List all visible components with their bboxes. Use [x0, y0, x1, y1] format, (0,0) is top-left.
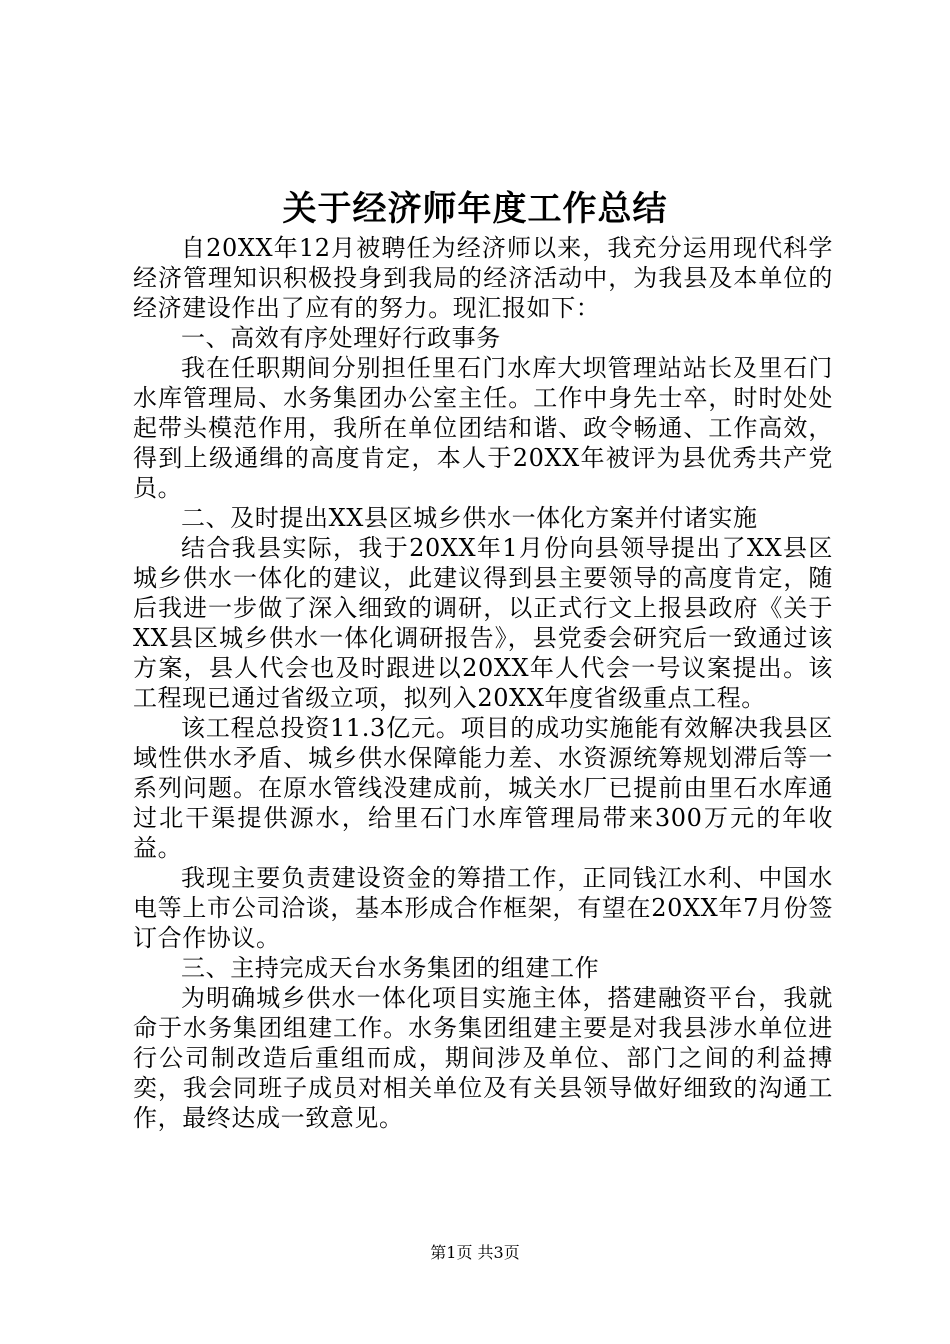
paragraph-intro: 自20XX年12月被聘任为经济师以来，我充分运用现代科学经济管理知识积极投身到我局的经济活动中，为我县及本单位的经济建设作出了应有的努力。现汇报如下： [133, 234, 833, 322]
paragraph-section-2b: 该工程总投资11.3亿元。项目的成功实施能有效解决我县区域性供水矛盾、城乡供水保障能力差、水资源统筹规划滞后等一系列问题。在原水管线没建成前，城关水厂已提前由里石水库通过北干渠提供源水，给里石门水库管理局带来300万元的年收益。 [133, 714, 833, 862]
document-body [133, 233, 833, 1133]
paragraph-section-2c: 我现主要负责建设资金的筹措工作，正同钱江水利、中国水电等上市公司洽谈，基本形成合作框架，有望在20XX年7月份签订合作协议。 [133, 864, 833, 952]
page-footer: 第1页 共3页 [430, 1243, 520, 1262]
paragraph-section-2a: 结合我县实际，我于20XX年1月份向县领导提出了XX县区城乡供水一体化的建议，此建议得到县主要领导的高度肯定，随后我进一步做了深入细致的调研，以正式行文上报县政府《关于XX县区城乡供水一体化调研报告》，县党委会研究后一致通过该方案，县人代会也及时跟进以20XX年人代会一号议案提出。该工程现已通过省级立项，拟列入20XX年度省级重点工程。 [133, 534, 833, 712]
document-title: 关于经济师年度工作总结 [282, 189, 668, 229]
paragraph-section-1: 我在任职期间分别担任里石门水库大坝管理站站长及里石门水库管理局、水务集团办公室主任。工作中身先士卒，时时处处起带头模范作用，我所在单位团结和谐、政令畅通、工作高效，得到上级通缉的高度肯定，本人于20XX年被评为县优秀共产党员。 [133, 354, 833, 502]
paragraph-section-3: 为明确城乡供水一体化项目实施主体，搭建融资平台，我就命于水务集团组建工作。水务集团组建主要是对我县涉水单位进行公司制改造后重组而成，期间涉及单位、部门之间的利益搏奕，我会同班子成员对相关单位及有关县领导做好细致的沟通工作，最终达成一致意见。 [133, 984, 833, 1132]
section-heading-3: 三、主持完成天台水务集团的组建工作 [181, 954, 600, 982]
section-heading-2: 二、及时提出XX县区城乡供水一体化方案并付诸实施 [181, 504, 758, 532]
section-heading-1: 一、高效有序处理好行政事务 [181, 324, 501, 352]
